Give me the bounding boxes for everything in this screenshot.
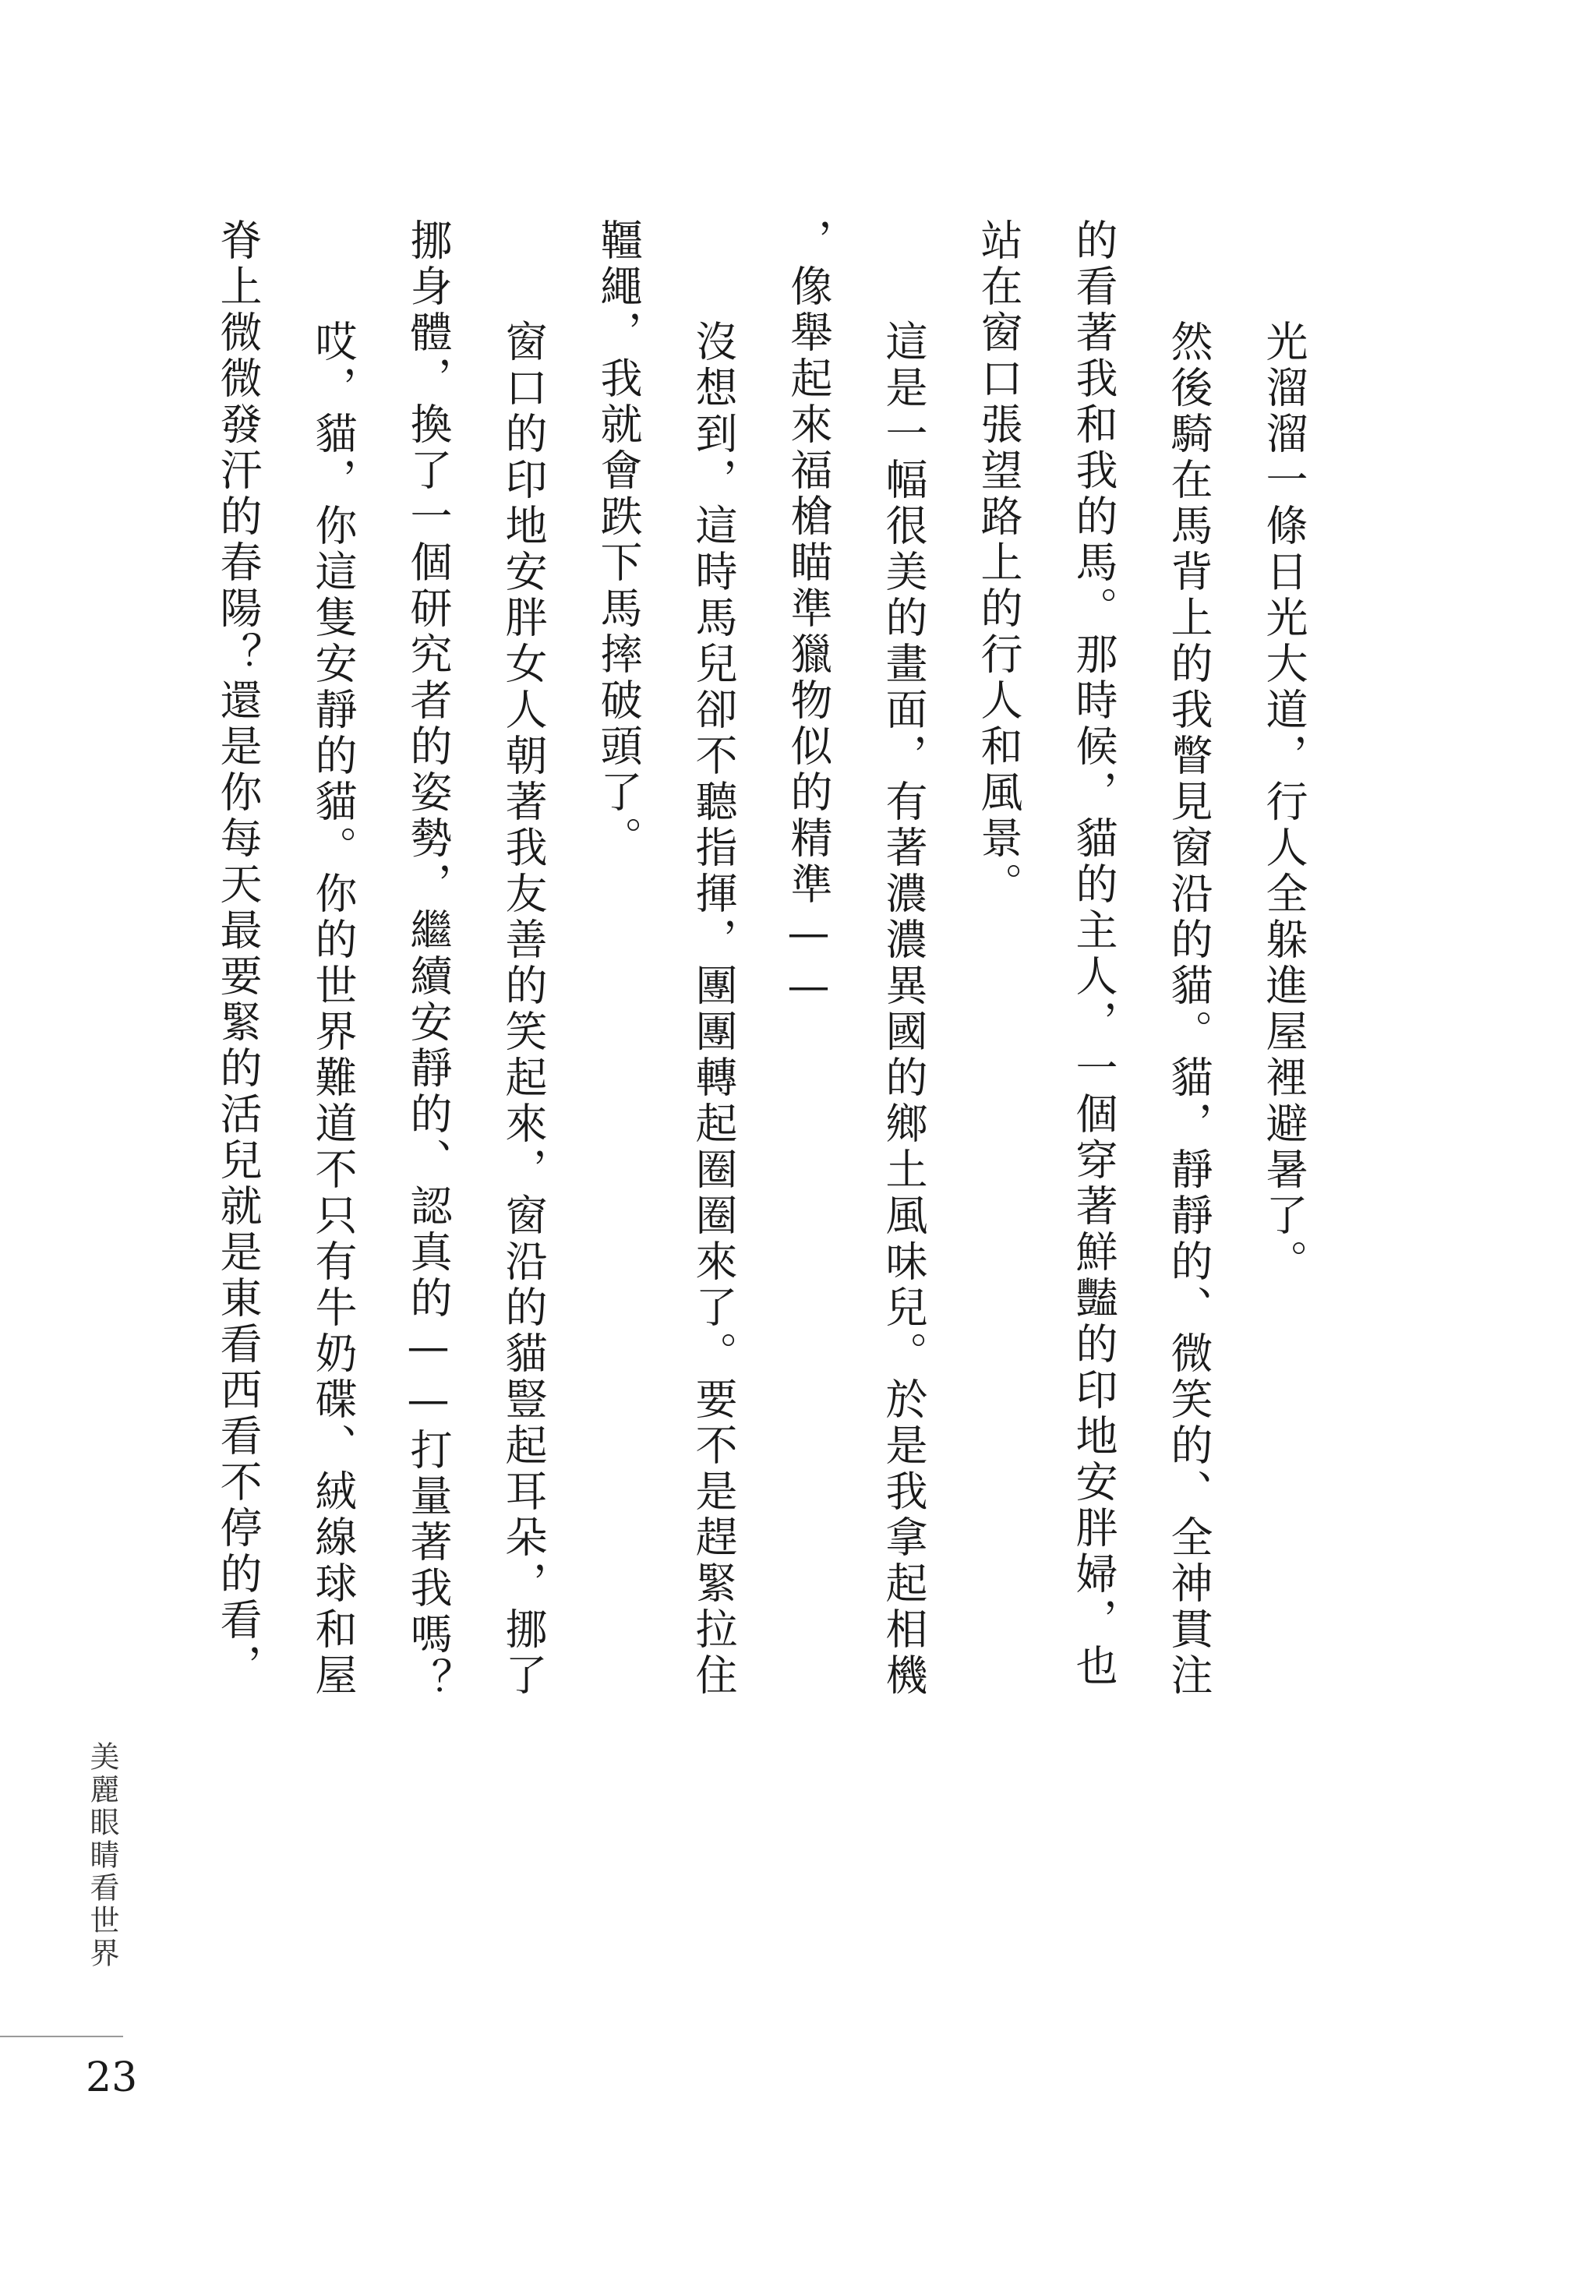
- text-column-7: 沒想到，這時馬兒卻不聽指揮，團團轉起圈圈來了。要不是趕緊拉住: [689, 320, 738, 1699]
- footer-divider: [0, 2036, 123, 2037]
- body-text: [0, 218, 1596, 2268]
- text-column-10: 挪身體，換了一個研究者的姿勢，繼續安靜的、認真的——打量著我嗎？: [404, 218, 453, 1704]
- text-column-8: 韁繩，我就會跌下馬摔破頭了。: [594, 218, 643, 862]
- text-column-4: 站在窗口張望路上的行人和風景。: [974, 218, 1023, 908]
- text-column-1: 光溜溜一條日光大道，行人全躲進屋裡避暑了。: [1259, 320, 1308, 1285]
- text-column-2: 然後騎在馬背上的我瞥見窗沿的貓。貓，靜靜的、微笑的、全神貫注: [1164, 320, 1213, 1699]
- page-number: 23: [86, 2054, 138, 2101]
- text-column-5: 這是一幅很美的畫面，有著濃濃異國的鄉土風味兒。於是我拿起相機: [879, 320, 928, 1699]
- text-column-6: ，像舉起來福槍瞄準獵物似的精準——: [784, 218, 833, 1014]
- text-column-9: 窗口的印地安胖女人朝著我友善的笑起來，窗沿的貓豎起耳朵，挪了: [499, 320, 548, 1699]
- text-column-3: 的看著我和我的馬。那時候，貓的主人，一個穿著鮮豔的印地安胖婦，也: [1069, 218, 1118, 1690]
- running-title: 美麗眼睛看世界: [85, 1741, 119, 1970]
- text-column-12: 脊上微微發汗的春陽？還是你每天最要緊的活兒就是東看西看不停的看，: [214, 218, 263, 1690]
- text-column-11: 哎，貓，你這隻安靜的貓。你的世界難道不只有牛奶碟、絨線球和屋: [309, 320, 358, 1699]
